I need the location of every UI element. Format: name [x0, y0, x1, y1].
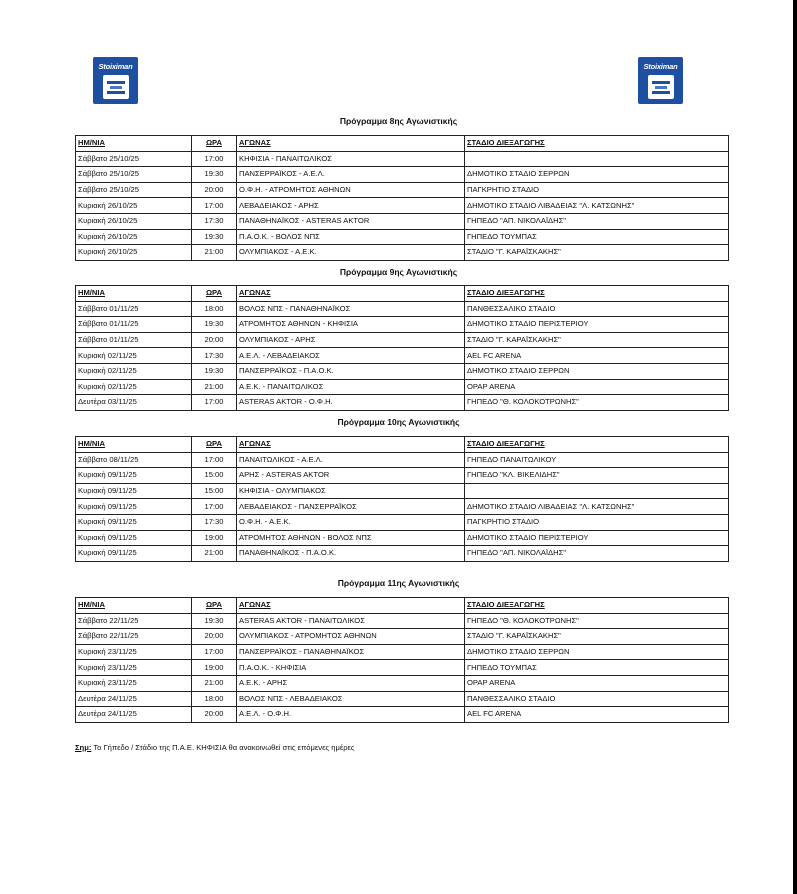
header-match: ΑΓΩΝΑΣ [237, 286, 465, 302]
header-time: ΩΡΑ [192, 437, 237, 453]
cell-date: Δευτέρα 03/11/25 [76, 395, 192, 411]
cell-date: Κυριακή 02/11/25 [76, 348, 192, 364]
cell-date: Σάββατο 25/10/25 [76, 151, 192, 167]
cell-time: 20:00 [192, 332, 237, 348]
table-row [76, 452, 729, 468]
cell-stadium: ΣΤΑΔΙΟ "Γ. ΚΑΡΑΪΣΚΑΚΗΣ" [465, 245, 729, 261]
table-row [76, 483, 729, 499]
table-row [76, 707, 729, 723]
cell-match: ΛΕΒΑΔΕΙΑΚΟΣ - ΠΑΝΣΕΡΡΑΪΚΟΣ [237, 499, 465, 515]
cell-stadium: ΓΗΠΕΔΟ ΠΑΝΑΙΤΩΛΙΚΟΥ [465, 452, 729, 468]
cell-time: 19:30 [192, 363, 237, 379]
schedule-table [75, 436, 729, 562]
cell-match: Π.Α.Ο.Κ. - ΚΗΦΙΣΙΑ [237, 660, 465, 676]
cell-stadium: ΓΗΠΕΔΟ "ΚΛ. ΒΙΚΕΛΙΔΗΣ" [465, 468, 729, 484]
cell-time: 18:00 [192, 691, 237, 707]
table-row [76, 317, 729, 333]
cell-stadium: ΠΑΓΚΡΗΤΙΟ ΣΤΑΔΙΟ [465, 514, 729, 530]
cell-date: Κυριακή 09/11/25 [76, 546, 192, 562]
table-header-row [76, 437, 729, 453]
cell-time: 18:00 [192, 301, 237, 317]
schedule-table [75, 285, 729, 411]
schedule-title: Πρόγραμμα 9ης Αγωνιστικής [339, 267, 458, 277]
cell-stadium: ΓΗΠΕΔΟ "Θ. ΚΟΛΟΚΟΤΡΩΝΗΣ" [465, 613, 729, 629]
header-date: ΗΜ/ΝΙΑ [76, 136, 192, 152]
table-row [76, 691, 729, 707]
cell-match: ΠΑΝΣΕΡΡΑΪΚΟΣ - Α.Ε.Λ. [237, 167, 465, 183]
table-row [76, 332, 729, 348]
cell-date: Κυριακή 23/11/25 [76, 660, 192, 676]
cell-stadium: ΔΗΜΟΤΙΚΟ ΣΤΑΔΙΟ ΣΕΡΡΩΝ [465, 167, 729, 183]
cell-date: Κυριακή 26/10/25 [76, 213, 192, 229]
cell-match: Α.Ε.Λ. - Ο.Φ.Η. [237, 707, 465, 723]
cell-match: ASTERAS AKTOR - Ο.Φ.Η. [237, 395, 465, 411]
cell-time: 20:00 [192, 629, 237, 645]
cell-stadium: ΓΗΠΕΔΟ "ΑΠ. ΝΙΚΟΛΑΪΔΗΣ" [465, 546, 729, 562]
cell-date: Σάββατο 25/10/25 [76, 167, 192, 183]
table-row [76, 468, 729, 484]
cell-time: 17:00 [192, 395, 237, 411]
cell-match: ΑΤΡΟΜΗΤΟΣ ΑΘΗΝΩΝ - ΚΗΦΙΣΙΑ [237, 317, 465, 333]
cell-time: 19:30 [192, 613, 237, 629]
table-row [76, 530, 729, 546]
cell-time: 17:00 [192, 151, 237, 167]
cell-time: 21:00 [192, 245, 237, 261]
cell-stadium: ΔΗΜΟΤΙΚΟ ΣΤΑΔΙΟ ΣΕΡΡΩΝ [465, 363, 729, 379]
cell-stadium: ΠΑΓΚΡΗΤΙΟ ΣΤΑΔΙΟ [465, 182, 729, 198]
schedule-table [75, 135, 729, 261]
cell-date: Σάββατο 22/11/25 [76, 629, 192, 645]
logo-emblem-icon [103, 75, 129, 99]
cell-stadium: AEL FC ARENA [465, 707, 729, 723]
header-date: ΗΜ/ΝΙΑ [76, 286, 192, 302]
table-header-row [76, 136, 729, 152]
cell-date: Κυριακή 09/11/25 [76, 514, 192, 530]
cell-match: ΟΛΥΜΠΙΑΚΟΣ - ΑΡΗΣ [237, 332, 465, 348]
header-date: ΗΜ/ΝΙΑ [76, 437, 192, 453]
footnote [75, 743, 355, 753]
cell-stadium [465, 151, 729, 167]
header-match: ΑΓΩΝΑΣ [237, 598, 465, 614]
table-row [76, 613, 729, 629]
cell-date: Κυριακή 02/11/25 [76, 363, 192, 379]
cell-date: Κυριακή 26/10/25 [76, 229, 192, 245]
cell-date: Κυριακή 23/11/25 [76, 644, 192, 660]
cell-match: ASTERAS AKTOR - ΠΑΝΑΙΤΩΛΙΚΟΣ [237, 613, 465, 629]
table-row [76, 182, 729, 198]
cell-date: Κυριακή 26/10/25 [76, 245, 192, 261]
table-row [76, 379, 729, 395]
header-stadium: ΣΤΑΔΙΟ ΔΙΕΞΑΓΩΓΗΣ [465, 598, 729, 614]
cell-match: Α.Ε.Κ. - ΠΑΝΑΙΤΩΛΙΚΟΣ [237, 379, 465, 395]
cell-time: 21:00 [192, 675, 237, 691]
cell-date: Κυριακή 09/11/25 [76, 530, 192, 546]
logo-brand-text: Stoiximan [98, 62, 133, 71]
schedule-title: Πρόγραμμα 11ης Αγωνιστικής [337, 578, 460, 588]
table-row [76, 348, 729, 364]
cell-stadium: OPAP ARENA [465, 675, 729, 691]
logo-brand-text: Stoiximan [643, 62, 678, 71]
cell-match: ΠΑΝΑΙΤΩΛΙΚΟΣ - Α.Ε.Λ. [237, 452, 465, 468]
cell-time: 15:00 [192, 468, 237, 484]
footnote-text: Το Γήπεδο / Στάδιο της Π.Α.Ε. ΚΗΦΙΣΙΑ θα ανακοινωθεί στις επόμενες ημέρες [93, 743, 355, 752]
cell-stadium: ΔΗΜΟΤΙΚΟ ΣΤΑΔΙΟ ΛΙΒΑΔΕΙΑΣ "Λ. ΚΑΤΣΩΝΗΣ" [465, 198, 729, 214]
cell-date: Σάββατο 01/11/25 [76, 317, 192, 333]
cell-match: ΠΑΝΑΘΗΝΑΪΚΟΣ - Π.Α.Ο.Κ. [237, 546, 465, 562]
cell-date: Σάββατο 01/11/25 [76, 332, 192, 348]
cell-match: Α.Ε.Λ. - ΛΕΒΑΔΕΙΑΚΟΣ [237, 348, 465, 364]
cell-stadium: ΓΗΠΕΔΟ "Θ. ΚΟΛΟΚΟΤΡΩΝΗΣ" [465, 395, 729, 411]
cell-match: ΑΤΡΟΜΗΤΟΣ ΑΘΗΝΩΝ - ΒΟΛΟΣ ΝΠΣ [237, 530, 465, 546]
cell-match: ΚΗΦΙΣΙΑ - ΟΛΥΜΠΙΑΚΟΣ [237, 483, 465, 499]
table-row [76, 629, 729, 645]
cell-time: 19:00 [192, 530, 237, 546]
cell-date: Σάββατο 25/10/25 [76, 182, 192, 198]
cell-stadium: ΓΗΠΕΔΟ "ΑΠ. ΝΙΚΟΛΑΪΔΗΣ" [465, 213, 729, 229]
table-header-row [76, 598, 729, 614]
header-time: ΩΡΑ [192, 598, 237, 614]
table-header-row [76, 286, 729, 302]
cell-match: Α.Ε.Κ. - ΑΡΗΣ [237, 675, 465, 691]
table-row [76, 213, 729, 229]
cell-stadium: OPAP ARENA [465, 379, 729, 395]
cell-date: Δευτέρα 24/11/25 [76, 691, 192, 707]
table-row [76, 229, 729, 245]
cell-time: 21:00 [192, 379, 237, 395]
cell-match: ΒΟΛΟΣ ΝΠΣ - ΠΑΝΑΘΗΝΑΪΚΟΣ [237, 301, 465, 317]
table-row [76, 660, 729, 676]
cell-match: ΒΟΛΟΣ ΝΠΣ - ΛΕΒΑΔΕΙΑΚΟΣ [237, 691, 465, 707]
cell-time: 19:30 [192, 167, 237, 183]
cell-match: Ο.Φ.Η. - ΑΤΡΟΜΗΤΟΣ ΑΘΗΝΩΝ [237, 182, 465, 198]
cell-date: Σάββατο 08/11/25 [76, 452, 192, 468]
schedule-table [75, 597, 729, 723]
header-stadium: ΣΤΑΔΙΟ ΔΙΕΞΑΓΩΓΗΣ [465, 286, 729, 302]
cell-time: 19:30 [192, 229, 237, 245]
header-date: ΗΜ/ΝΙΑ [76, 598, 192, 614]
cell-date: Κυριακή 09/11/25 [76, 483, 192, 499]
cell-time: 19:00 [192, 660, 237, 676]
table-row [76, 675, 729, 691]
cell-time: 20:00 [192, 707, 237, 723]
cell-stadium: ΠΑΝΘΕΣΣΑΛΙΚΟ ΣΤΑΔΙΟ [465, 301, 729, 317]
table-row [76, 151, 729, 167]
cell-date: Κυριακή 09/11/25 [76, 468, 192, 484]
cell-match: ΠΑΝΣΕΡΡΑΪΚΟΣ - ΠΑΝΑΘΗΝΑΪΚΟΣ [237, 644, 465, 660]
cell-time: 17:00 [192, 198, 237, 214]
cell-date: Σάββατο 22/11/25 [76, 613, 192, 629]
cell-time: 21:00 [192, 546, 237, 562]
table-row [76, 363, 729, 379]
cell-stadium: ΠΑΝΘΕΣΣΑΛΙΚΟ ΣΤΑΔΙΟ [465, 691, 729, 707]
cell-date: Δευτέρα 24/11/25 [76, 707, 192, 723]
cell-match: ΑΡΗΣ - ASTERAS AKTOR [237, 468, 465, 484]
cell-time: 17:00 [192, 644, 237, 660]
table-row [76, 499, 729, 515]
cell-time: 20:00 [192, 182, 237, 198]
schedule-title: Πρόγραμμα 8ης Αγωνιστικής [339, 116, 458, 126]
header-time: ΩΡΑ [192, 286, 237, 302]
header-stadium: ΣΤΑΔΙΟ ΔΙΕΞΑΓΩΓΗΣ [465, 437, 729, 453]
table-row [76, 546, 729, 562]
table-row [76, 301, 729, 317]
cell-match: ΟΛΥΜΠΙΑΚΟΣ - Α.Ε.Κ. [237, 245, 465, 261]
cell-stadium: ΔΗΜΟΤΙΚΟ ΣΤΑΔΙΟ ΣΕΡΡΩΝ [465, 644, 729, 660]
cell-time: 17:30 [192, 213, 237, 229]
cell-date: Κυριακή 26/10/25 [76, 198, 192, 214]
header-time: ΩΡΑ [192, 136, 237, 152]
cell-stadium [465, 483, 729, 499]
stoiximan-logo-right [638, 57, 683, 104]
header-match: ΑΓΩΝΑΣ [237, 136, 465, 152]
cell-time: 17:30 [192, 348, 237, 364]
table-row [76, 395, 729, 411]
cell-stadium: ΣΤΑΔΙΟ "Γ. ΚΑΡΑΪΣΚΑΚΗΣ" [465, 332, 729, 348]
cell-match: ΚΗΦΙΣΙΑ - ΠΑΝΑΙΤΩΛΙΚΟΣ [237, 151, 465, 167]
cell-stadium: ΓΗΠΕΔΟ ΤΟΥΜΠΑΣ [465, 229, 729, 245]
cell-match: Ο.Φ.Η. - Α.Ε.Κ. [237, 514, 465, 530]
table-row [76, 514, 729, 530]
cell-time: 17:00 [192, 499, 237, 515]
cell-time: 15:00 [192, 483, 237, 499]
cell-date: Κυριακή 02/11/25 [76, 379, 192, 395]
logo-emblem-icon [648, 75, 674, 99]
header-match: ΑΓΩΝΑΣ [237, 437, 465, 453]
table-row [76, 644, 729, 660]
table-row [76, 198, 729, 214]
cell-time: 17:30 [192, 514, 237, 530]
cell-stadium: ΣΤΑΔΙΟ "Γ. ΚΑΡΑΪΣΚΑΚΗΣ" [465, 629, 729, 645]
cell-match: ΛΕΒΑΔΕΙΑΚΟΣ - ΑΡΗΣ [237, 198, 465, 214]
header-stadium: ΣΤΑΔΙΟ ΔΙΕΞΑΓΩΓΗΣ [465, 136, 729, 152]
cell-date: Σάββατο 01/11/25 [76, 301, 192, 317]
stoiximan-logo-left [93, 57, 138, 104]
cell-stadium: ΔΗΜΟΤΙΚΟ ΣΤΑΔΙΟ ΛΙΒΑΔΕΙΑΣ "Λ. ΚΑΤΣΩΝΗΣ" [465, 499, 729, 515]
cell-date: Κυριακή 23/11/25 [76, 675, 192, 691]
cell-match: ΟΛΥΜΠΙΑΚΟΣ - ΑΤΡΟΜΗΤΟΣ ΑΘΗΝΩΝ [237, 629, 465, 645]
cell-stadium: ΔΗΜΟΤΙΚΟ ΣΤΑΔΙΟ ΠΕΡΙΣΤΕΡΙΟΥ [465, 317, 729, 333]
table-row [76, 245, 729, 261]
cell-stadium: AEL FC ARENA [465, 348, 729, 364]
footnote-label: Σημ: [75, 743, 92, 752]
cell-match: ΠΑΝΣΕΡΡΑΪΚΟΣ - Π.Α.Ο.Κ. [237, 363, 465, 379]
cell-time: 19:30 [192, 317, 237, 333]
cell-match: Π.Α.Ο.Κ. - ΒΟΛΟΣ ΝΠΣ [237, 229, 465, 245]
cell-date: Κυριακή 09/11/25 [76, 499, 192, 515]
cell-match: ΠΑΝΑΘΗΝΑΪΚΟΣ - ASTERAS AKTOR [237, 213, 465, 229]
table-row [76, 167, 729, 183]
cell-stadium: ΓΗΠΕΔΟ ΤΟΥΜΠΑΣ [465, 660, 729, 676]
page-edge-bar [793, 0, 797, 894]
cell-stadium: ΔΗΜΟΤΙΚΟ ΣΤΑΔΙΟ ΠΕΡΙΣΤΕΡΙΟΥ [465, 530, 729, 546]
schedule-title: Πρόγραμμα 10ης Αγωνιστικής [337, 417, 460, 427]
cell-time: 17:00 [192, 452, 237, 468]
